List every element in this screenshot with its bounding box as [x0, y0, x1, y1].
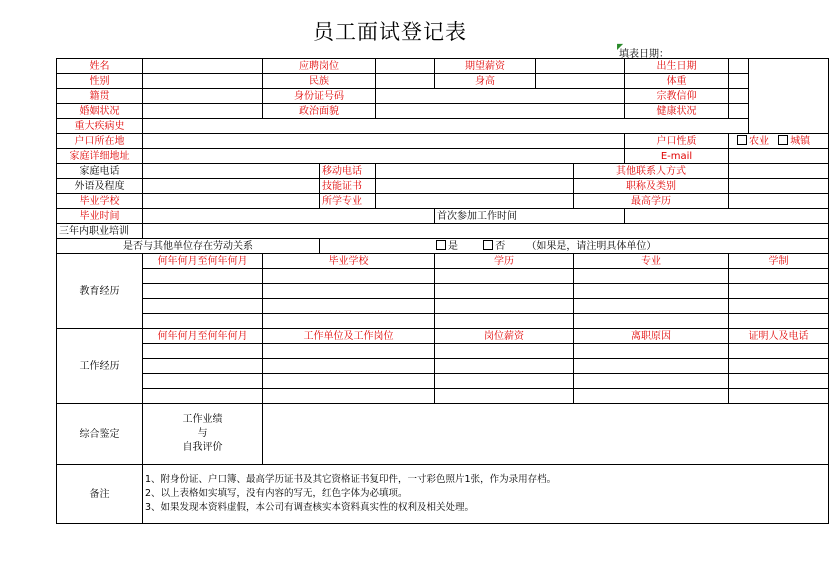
work-cell[interactable] — [729, 374, 829, 389]
edu-section-label: 教育经历 — [57, 254, 143, 329]
edu-cell[interactable] — [143, 314, 263, 329]
edu-cell[interactable] — [435, 299, 574, 314]
row-school — [57, 194, 829, 209]
edu-row — [57, 269, 829, 284]
input-school[interactable] — [143, 194, 320, 209]
cell-marker-icon: ◤ — [617, 42, 624, 51]
label-other-contact: 其他联系人方式 — [574, 164, 729, 179]
row-language — [57, 179, 829, 194]
input-title-cat[interactable] — [729, 179, 829, 194]
label-title-cat: 职称及类别 — [574, 179, 729, 194]
work-section-label: 工作经历 — [57, 329, 143, 404]
remarks-text — [143, 465, 829, 524]
input-first-work[interactable] — [625, 209, 829, 224]
edu-cell[interactable] — [729, 269, 829, 284]
label-health: 健康状况 — [625, 104, 729, 119]
input-appraisal[interactable] — [263, 404, 829, 465]
input-religion[interactable] — [729, 89, 749, 104]
photo-area[interactable] — [749, 59, 829, 134]
edu-row — [57, 314, 829, 329]
edu-header-degree: 学历 — [435, 254, 574, 269]
row-phone — [57, 164, 829, 179]
edu-row — [57, 299, 829, 314]
remarks-section-label: 备注 — [57, 465, 143, 524]
edu-cell[interactable] — [435, 284, 574, 299]
appraisal-line-3: 自我评价 — [182, 442, 223, 453]
input-salary[interactable] — [536, 59, 625, 74]
work-cell[interactable] — [263, 389, 435, 404]
label-native: 籍贯 — [57, 89, 143, 104]
input-ethnic[interactable] — [376, 74, 435, 89]
input-training[interactable] — [143, 224, 829, 239]
checkbox-yes[interactable] — [436, 240, 446, 250]
label-salary: 期望薪资 — [435, 59, 536, 74]
appraisal-sublabel — [143, 404, 263, 465]
row-gender — [57, 74, 829, 89]
work-row — [57, 344, 829, 359]
label-birth: 出生日期 — [625, 59, 729, 74]
row-hukou — [57, 134, 829, 149]
input-position[interactable] — [376, 59, 435, 74]
label-hukou-type: 户口性质 — [625, 134, 729, 149]
label-religion: 宗教信仰 — [625, 89, 729, 104]
input-name[interactable] — [143, 59, 263, 74]
edu-cell[interactable] — [729, 299, 829, 314]
option-city: 城镇 — [790, 135, 811, 147]
work-header-reference: 证明人及电话 — [729, 329, 829, 344]
label-disease: 重大疾病史 — [57, 119, 143, 134]
label-language: 外语及程度 — [57, 179, 143, 194]
edu-cell[interactable] — [263, 284, 435, 299]
label-id-no: 身份证号码 — [263, 89, 376, 104]
work-cell[interactable] — [574, 374, 729, 389]
edu-cell[interactable] — [263, 314, 435, 329]
label-labor-rel: 是否与其他单位存在劳动关系 — [57, 239, 320, 254]
label-school: 毕业学校 — [57, 194, 143, 209]
appraisal-row — [57, 404, 829, 465]
option-yes: 是 — [448, 240, 458, 252]
input-other-contact[interactable] — [729, 164, 829, 179]
edu-header-school: 毕业学校 — [263, 254, 435, 269]
edu-row — [57, 284, 829, 299]
input-birth[interactable] — [729, 59, 749, 74]
edu-cell[interactable] — [143, 284, 263, 299]
edu-cell[interactable] — [574, 299, 729, 314]
work-cell[interactable] — [143, 389, 263, 404]
work-cell[interactable] — [574, 389, 729, 404]
work-header-employer: 工作单位及工作岗位 — [263, 329, 435, 344]
remarks-row — [57, 465, 829, 524]
label-training: 三年内职业培训 — [57, 224, 143, 239]
row-training — [57, 224, 829, 239]
label-position: 应聘岗位 — [263, 59, 376, 74]
hukou-type-options — [729, 134, 829, 149]
row-grad-time — [57, 209, 829, 224]
remark-line: 2、以上表格如实填写，没有内容的写无，红色字体为必填项。 — [145, 488, 408, 499]
checkbox-agri[interactable] — [737, 135, 747, 145]
edu-cell[interactable] — [574, 284, 729, 299]
edu-cell[interactable] — [574, 314, 729, 329]
row-name — [57, 59, 829, 74]
row-marital — [57, 104, 829, 119]
checkbox-city[interactable] — [778, 135, 788, 145]
label-height: 身高 — [435, 74, 536, 89]
checkbox-no[interactable] — [483, 240, 493, 250]
row-native — [57, 89, 829, 104]
input-weight[interactable] — [729, 74, 749, 89]
row-disease — [57, 119, 829, 134]
edu-header-major: 专业 — [574, 254, 729, 269]
input-home-addr[interactable] — [143, 149, 625, 164]
work-row — [57, 389, 829, 404]
input-top-edu[interactable] — [729, 194, 829, 209]
label-marital: 婚姻状况 — [57, 104, 143, 119]
input-height[interactable] — [536, 74, 625, 89]
work-cell[interactable] — [143, 344, 263, 359]
input-disease[interactable] — [143, 119, 749, 134]
input-home-phone[interactable] — [143, 164, 320, 179]
work-cell[interactable] — [263, 344, 435, 359]
input-email[interactable] — [729, 149, 829, 164]
edu-cell[interactable] — [574, 269, 729, 284]
row-address — [57, 149, 829, 164]
edu-cell[interactable] — [435, 269, 574, 284]
input-health[interactable] — [729, 104, 749, 119]
work-cell[interactable] — [435, 359, 574, 374]
work-cell[interactable] — [574, 344, 729, 359]
work-header-period: 何年何月至何年何月 — [143, 329, 263, 344]
label-email: E-mail — [625, 149, 729, 164]
label-gender: 性别 — [57, 74, 143, 89]
input-id-no[interactable] — [376, 89, 625, 104]
input-major[interactable] — [376, 194, 574, 209]
work-cell[interactable] — [729, 389, 829, 404]
appraisal-line-2: 与 — [197, 428, 208, 439]
work-cell[interactable] — [574, 359, 729, 374]
work-cell[interactable] — [143, 374, 263, 389]
edu-cell[interactable] — [143, 299, 263, 314]
work-cell[interactable] — [435, 374, 574, 389]
work-header-salary: 岗位薪资 — [435, 329, 574, 344]
edu-cell[interactable] — [729, 284, 829, 299]
work-cell[interactable] — [435, 344, 574, 359]
input-hukou-loc[interactable] — [143, 134, 625, 149]
input-grad-time[interactable] — [143, 209, 435, 224]
label-top-edu: 最高学历 — [574, 194, 729, 209]
remark-line: 3、如果发现本资料虚假，本公司有调查核实本资料真实性的权利及相关处理。 — [145, 502, 475, 513]
option-agri: 农业 — [749, 135, 769, 147]
row-labor-relation — [57, 239, 829, 254]
remark-line: 1、附身份证、户口簿、最高学历证书及其它资格证书复印件，一寸彩色照片1张，作为录用存档。 — [145, 474, 557, 485]
label-ethnic: 民族 — [263, 74, 376, 89]
work-header-reason: 离职原因 — [574, 329, 729, 344]
work-header-row — [57, 329, 829, 344]
labor-rel-options — [320, 239, 829, 254]
input-mobile[interactable] — [376, 164, 574, 179]
work-row — [57, 374, 829, 389]
work-cell[interactable] — [143, 359, 263, 374]
fill-date-text: 填表日期： — [619, 49, 669, 60]
edu-cell[interactable] — [729, 314, 829, 329]
labor-hint: （如果是，请注明具体单位） — [526, 240, 657, 252]
label-name: 姓名 — [57, 59, 143, 74]
label-grad-time: 毕业时间 — [57, 209, 143, 224]
input-marital[interactable] — [143, 104, 263, 119]
edu-cell[interactable] — [263, 299, 435, 314]
interview-form-table — [56, 58, 829, 524]
input-gender[interactable] — [143, 74, 263, 89]
input-political[interactable] — [376, 104, 625, 119]
appraisal-line-1: 工作业绩 — [182, 414, 223, 425]
work-row — [57, 359, 829, 374]
label-mobile: 移动电话 — [320, 164, 376, 179]
input-skill-cert[interactable] — [376, 179, 574, 194]
edu-cell[interactable] — [435, 314, 574, 329]
label-hukou-loc: 户口所在地 — [57, 134, 143, 149]
work-cell[interactable] — [263, 359, 435, 374]
form-title: 员工面试登记表 — [313, 20, 467, 44]
work-cell[interactable] — [435, 389, 574, 404]
label-first-work: 首次参加工作时间 — [435, 209, 625, 224]
edu-header-length: 学制 — [729, 254, 829, 269]
work-cell[interactable] — [729, 344, 829, 359]
label-political: 政治面貌 — [263, 104, 376, 119]
label-skill-cert: 技能证书 — [320, 179, 376, 194]
edu-header-row — [57, 254, 829, 269]
input-native[interactable] — [143, 89, 263, 104]
appraisal-section-label: 综合鉴定 — [57, 404, 143, 465]
label-home-addr: 家庭详细地址 — [57, 149, 143, 164]
label-major: 所学专业 — [320, 194, 376, 209]
work-cell[interactable] — [263, 374, 435, 389]
edu-cell[interactable] — [263, 269, 435, 284]
option-no: 否 — [495, 240, 506, 252]
edu-header-period: 何年何月至何年何月 — [143, 254, 263, 269]
edu-cell[interactable] — [143, 269, 263, 284]
input-language[interactable] — [143, 179, 320, 194]
work-cell[interactable] — [729, 359, 829, 374]
label-weight: 体重 — [625, 74, 729, 89]
label-home-phone: 家庭电话 — [57, 164, 143, 179]
